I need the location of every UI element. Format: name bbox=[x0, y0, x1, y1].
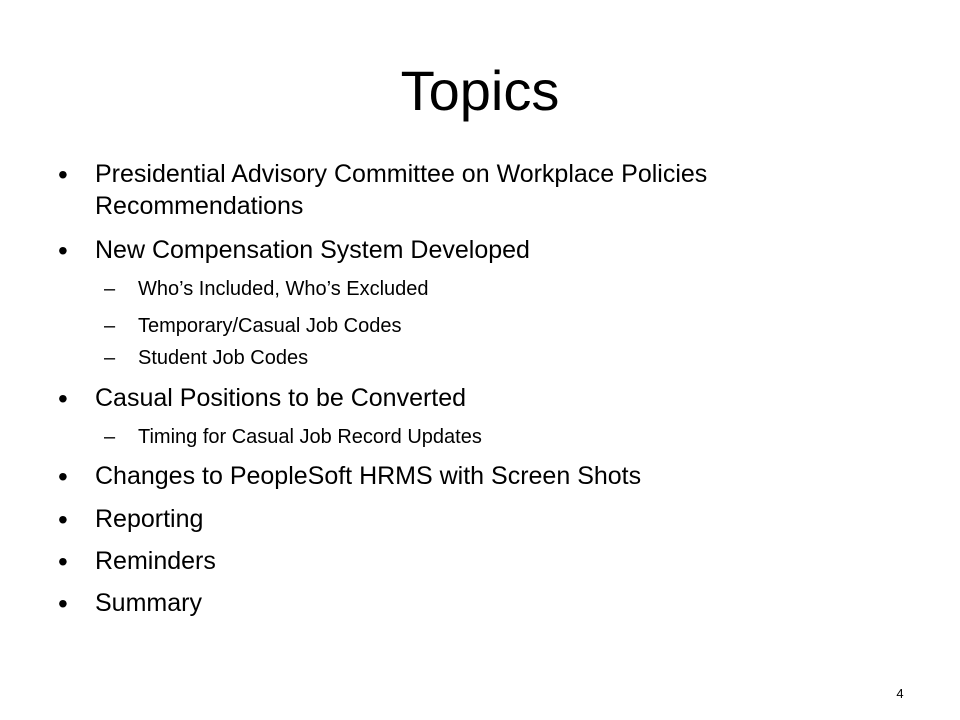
dash-icon: – bbox=[104, 315, 116, 337]
bullet-icon: • bbox=[58, 588, 68, 619]
topic-text: Summary bbox=[95, 589, 202, 617]
subtopic-text: Timing for Casual Job Record Updates bbox=[138, 426, 482, 448]
slide-title: Topics bbox=[400, 59, 560, 122]
subtopic-text: Temporary/Casual Job Codes bbox=[138, 315, 402, 337]
dash-icon: – bbox=[104, 347, 116, 369]
bullet-icon: • bbox=[58, 461, 68, 492]
topic-text: Casual Positions to be Converted bbox=[95, 384, 467, 412]
page-number: 4 bbox=[896, 686, 904, 701]
bullet-icon: • bbox=[58, 504, 68, 535]
subtopic-text: Student Job Codes bbox=[138, 347, 309, 369]
topic-text: Reporting bbox=[95, 505, 204, 533]
subtopic-text: Who’s Included, Who’s Excluded bbox=[138, 278, 429, 300]
topic-text: Changes to PeopleSoft HRMS with Screen Shots bbox=[95, 462, 642, 490]
topic-text: Reminders bbox=[95, 547, 216, 575]
topic-text: New Compensation System Developed bbox=[95, 236, 530, 264]
dash-icon: – bbox=[104, 278, 116, 300]
dash-icon: – bbox=[104, 426, 116, 448]
bullet-icon: • bbox=[58, 235, 68, 266]
bullet-icon: • bbox=[58, 383, 68, 414]
bullet-icon: • bbox=[58, 159, 68, 190]
topic-text: Presidential Advisory Committee on Workplace Policies Recommendations bbox=[95, 160, 708, 220]
bullet-icon: • bbox=[58, 546, 68, 577]
